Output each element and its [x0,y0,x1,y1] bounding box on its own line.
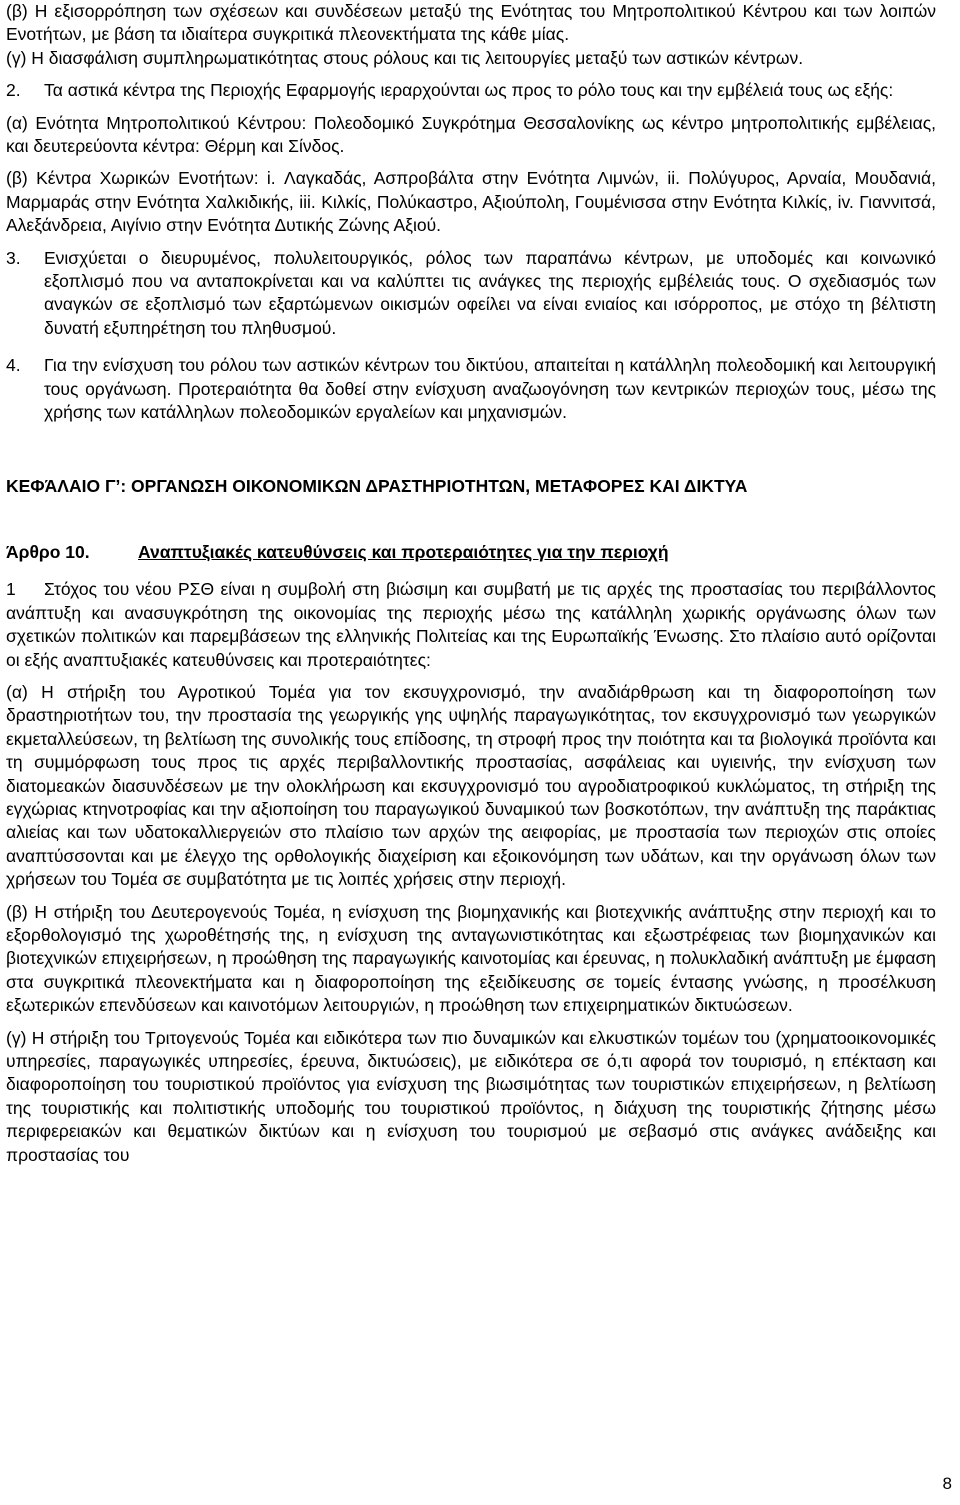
article-heading [6,541,936,564]
paragraph-number: 3. [6,247,21,268]
paragraph-3 [6,247,936,341]
paragraph-number: 1 [6,579,16,600]
paragraph-text: Για την ενίσχυση του ρόλου των αστικών κέντρων του δικτύου, απαιτείται η κατάλληλη πολεοδομική και λειτουργική τους οργάνωση. Προτεραιότητα θα δοθεί στην ενίσχυση αναζωογόνηση των κεντρικών περιοχών τους, μέσω της χρήσης των κατάλληλων πολεοδομικών εργαλείων και μηχανισμών. [44,355,936,423]
paragraph-text: Ενισχύεται ο διευρυμένος, πολυλειτουργικός, ρόλος των παραπάνω κέντρων, με υποδομές και κοινωνικό εξοπλισμό που να ανταποκρίνεται και να καλύπτει τις ανάγκες της περιοχής εμβέλειάς τους. Ο σχεδιασμός των αναγκών σε εξοπλισμό των εξαρτώμενων οικισμών οφείλει να είναι ενιαίος και ισόρροπος, με στόχο τη βέλτιστη δυνατή εξυπηρέτηση του πληθυσμού. [44,247,936,338]
page-number: 8 [942,1474,952,1493]
paragraph-beta: (β) Η εξισορρόπηση των σχέσεων και συνδέσεων μεταξύ της Ενότητας του Μητροπολιτικού Κέντρου και των λοιπών Ενοτήτων, με βάση τα ιδιαίτερα συγκριτικά πλεονεκτήματα της κάθε μίας. [6,1,936,45]
paragraph-number: 4. [6,355,21,376]
article-paragraph-1 [6,578,936,672]
chapter-heading: ΚΕΦΆΛΑΙΟ Γ’: ΟΡΓΑΝΩΣΗ ΟΙΚΟΝΟΜΙΚΩΝ ΔΡΑΣΤΗΡΙΟΤΗΤΩΝ, ΜΕΤΑΦΟΡΕΣ ΚΑΙ ΔΙΚΤΥΑ [6,475,748,496]
article-paragraph-beta: (β) Η στήριξη του Δευτερογενούς Τομέα, η ενίσχυση της βιομηχανικής και βιοτεχνικής ανάπτυξης στην περιοχή και το εξορθολογισμό της χωροθέτησής της, η ενίσχυση της ανταγωνιστικότητας και εξωστρέφειας των βιομηχανικών και βιοτεχνικών επιχειρήσεων, η προώθηση της παραγωγικής καινοτομίας και έρευνας, η πολυκλαδική ανάπτυξη με έμφαση στα συγκριτικά πλεονεκτήματα και η διαφοροποίηση της εξειδίκευσης σε τομείς έντασης γνώσης, η προσέλκυση εξωτερικών επενδύσεων και καινοτόμων λειτουργιών, η προώθηση των επιχειρηματικών δικτυώσεων. [6,901,936,1016]
paragraph-text: Στόχος του νέου ΡΣΘ είναι η συμβολή στη βιώσιμη και συμβατή με τις αρχές της προστασίας του περιβάλλοντος ανάπτυξη και ανασυγκρότηση της οικονομίας της περιοχής μέσω της κατάλληλη χωρικής οργάνωσης όλων των σχετικών πολιτικών και παρεμβάσεων της ελληνικής Πολιτείας και της Ευρωπαϊκής Ένωσης. Στο πλαίσιο αυτό ορίζονται οι εξής αναπτυξιακές κατευθύνσεις και προτεραιότητες: [6,579,936,670]
article-title: Αναπτυξιακές κατευθύνσεις και προτεραιότητες για την περιοχή [138,541,669,562]
paragraph-4 [6,354,936,424]
article-number: Άρθρο 10. [6,541,90,562]
paragraph-text: Τα αστικά κέντρα της Περιοχής Εφαρμογής ιεραρχούνται ως προς το ρόλο τους και την εμβέλειά τους ως εξής: [44,80,894,101]
paragraph-2 [6,79,936,102]
document-page [6,0,936,1167]
paragraph-alpha-metropolitan: (α) Ενότητα Μητροπολιτικού Κέντρου: Πολεοδομικό Συγκρότημα Θεσσαλονίκης ως κέντρο μητροπολιτικής εμβέλειας, και δευτερεύοντα κέντρα: Θέρμη και Σίνδος. [6,112,936,157]
article-paragraph-alpha: (α) Η στήριξη του Αγροτικού Τομέα για τον εκσυγχρονισμό, την αναδιάρθρωση και τη διαφοροποίηση των δραστηριοτήτων του, την προστασία της γεωργικής γης υψηλής παραγωγικότητας, τον εκσυγχρονισμό των γεωργικών εκμεταλλεύσεων, τη βελτίωση της συνολικής τους επίδοσης, τη στροφή προς την ποιότητα και τα βιολογικά προϊόντα και τη συμμόρφωση τους προς τις αρχές περιβαλλοντικής προστασίας, ασφάλειας και υγιεινής, την ενίσχυση των διατομεακών διασυνδέσεων με την ολοκλήρωση και εκσυγχρονισμό του αγροδιατροφικού κυκλώματος, τη στήριξη της εγχώριας κτηνοτροφίας και την αξιοποίηση του παραγωγικού δυναμικού των βοσκοτόπων, την ανάπτυξη της παράκτιας αλιείας και των υδατοκαλλιεργειών στο πλαίσιο των αρχών της αειφορίας, με προστασία των περιοχών στις οποίες αναπτύσσονται και με έλεγχο της ορθολογικής διαχείριση και εξοικονόμηση των υδάτων, και την οργάνωση όλων των χρήσεων του Τομέα σε συμβατότητα με τις λοιπές χρήσεις στην περιοχή. [6,681,936,890]
paragraph-gamma: (γ) Η διασφάλιση συμπληρωματικότητας στους ρόλους και τις λειτουργίες μεταξύ των αστικών κέντρων. [6,47,804,68]
article-paragraph-gamma: (γ) Η στήριξη του Τριτογενούς Τομέα και ειδικότερα των πιο δυναμικών και ελκυστικών τομέων του (χρηματοοικονομικές υπηρεσίες, παραγωγικές υπηρεσίες, έρευνα, δικτυώσεις), με ειδικότερα σε ό,τι αφορά τον τουρισμό, η επέκταση και διαφοροποίηση του τουριστικού προϊόντος για ενίσχυση της βιωσιμότητας των τουριστικών επιχειρήσεων, η βελτίωση της τουριστικής και πολιτιστικής υποδομής του τουριστικού προϊόντος, η διάχυση της τουριστικής ζήτησης μέσω περιφερειακών και θεματικών δικτύων και η ενίσχυση του τουρισμού με σεβασμό στις ανάγκες ανάδειξης και προστασίας του [6,1027,936,1165]
paragraph-beta-centers: (β) Κέντρα Χωρικών Ενοτήτων: i. Λαγκαδάς, Ασπροβάλτα στην Ενότητα Λιμνών, ii. Πολύγυρος, Αρναία, Μουδανιά, Μαρμαράς στην Ενότητα Χαλκιδικής, iii. Κιλκίς, Πολύκαστρο, Αξιούπολη, Γουμένισσα στην Ενότητα Κιλκίς, iv. Γιαννιτσά, Αλεξάνδρεια, Αιγίνιο στην Ενότητα Δυτικής Ζώνης Αξιού. [6,168,936,236]
paragraph-number: 2. [6,80,21,101]
